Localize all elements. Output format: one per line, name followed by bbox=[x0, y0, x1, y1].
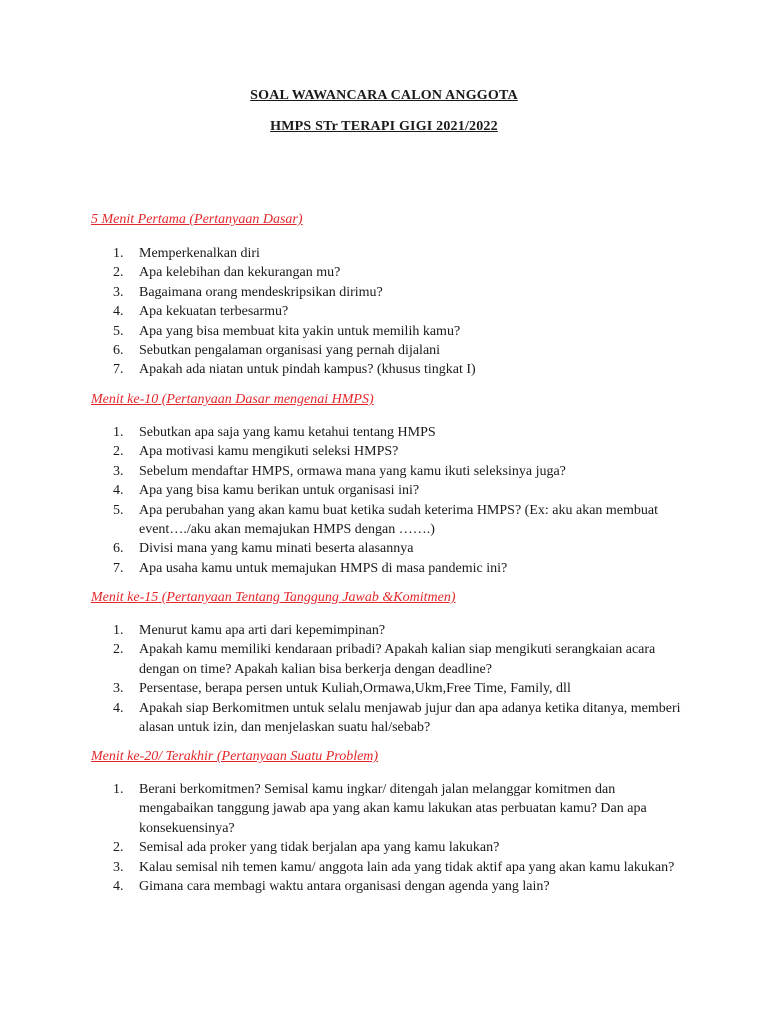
question-text: Apa motivasi kamu mengikuti seleksi HMPS? bbox=[139, 444, 399, 460]
list-item bbox=[91, 780, 691, 838]
list-item bbox=[91, 539, 691, 558]
question-text: Berani berkomitmen? Semisal kamu ingkar/ ditengah jalan melanggar komitmen dan mengabaikan tanggung jawab apa yang akan kamu lakukan atas perbuatan kamu? Dan apa konsekuensinya? bbox=[139, 782, 647, 836]
list-item bbox=[91, 699, 691, 738]
list-item bbox=[91, 481, 691, 500]
question-text: Divisi mana yang kamu minati beserta alasannya bbox=[139, 541, 414, 557]
list-item bbox=[91, 263, 691, 282]
list-item bbox=[91, 679, 691, 698]
question-text: Kalau semisal nih temen kamu/ anggota lain ada yang tidak aktif apa yang akan kamu lakukan? bbox=[139, 859, 675, 875]
list-number: 4. bbox=[113, 879, 124, 895]
question-text: Apa usaha kamu untuk memajukan HMPS di masa pandemic ini? bbox=[139, 560, 508, 576]
question-list bbox=[91, 244, 691, 380]
list-number: 6. bbox=[113, 343, 124, 359]
section-heading: 5 Menit Pertama (Pertanyaan Dasar) bbox=[91, 212, 303, 227]
list-item bbox=[91, 640, 691, 679]
document-subtitle: HMPS STr TERAPI GIGI 2021/2022 bbox=[270, 119, 498, 134]
question-text: Apakah kamu memiliki kendaraan pribadi? Apakah kalian siap mengikuti serangkaian acara dengan on time? Apakah kalian bisa berkerja dengan deadline? bbox=[139, 642, 656, 677]
list-number: 1. bbox=[113, 782, 124, 797]
list-number: 3. bbox=[113, 859, 124, 875]
list-number: 1. bbox=[113, 425, 124, 440]
list-number: 2. bbox=[113, 444, 124, 460]
question-text: Sebelum mendaftar HMPS, ormawa mana yang kamu ikuti seleksinya juga? bbox=[139, 463, 566, 479]
list-item bbox=[91, 360, 691, 379]
list-item bbox=[91, 283, 691, 302]
question-text: Apa perubahan yang akan kamu buat ketika sudah keterima HMPS? (Ex: aku akan membuat event…./aku akan memajukan HMPS dengan …….) bbox=[139, 502, 659, 538]
question-text: Semisal ada proker yang tidak berjalan apa yang kamu lakukan? bbox=[139, 840, 500, 856]
list-number: 2. bbox=[113, 840, 124, 856]
question-text: Apa yang bisa membuat kita yakin untuk memilih kamu? bbox=[139, 323, 461, 339]
list-item bbox=[91, 442, 691, 461]
list-item bbox=[91, 501, 691, 540]
question-text: Sebutkan pengalaman organisasi yang pernah dijalani bbox=[139, 343, 441, 359]
list-number: 2. bbox=[113, 642, 124, 658]
list-item bbox=[91, 858, 691, 877]
question-text: Gimana cara membagi waktu antara organisasi dengan agenda yang lain? bbox=[139, 879, 550, 895]
question-text: Menurut kamu apa arti dari kepemimpinan? bbox=[139, 623, 386, 638]
list-number: 3. bbox=[113, 284, 124, 300]
section-heading: Menit ke-10 (Pertanyaan Dasar mengenai HMPS) bbox=[91, 392, 374, 407]
list-item bbox=[91, 244, 691, 263]
list-item bbox=[91, 838, 691, 857]
list-item bbox=[91, 341, 691, 360]
list-number: 3. bbox=[113, 681, 124, 697]
question-text: Persentase, berapa persen untuk Kuliah,Ormawa,Ukm,Free Time, Family, dll bbox=[139, 681, 571, 697]
section-heading: Menit ke-15 (Pertanyaan Tentang Tanggung Jawab &Komitmen) bbox=[91, 590, 456, 605]
question-text: Memperkenalkan diri bbox=[139, 246, 260, 261]
list-number: 5. bbox=[113, 323, 124, 339]
list-item bbox=[91, 877, 691, 896]
list-number: 4. bbox=[113, 700, 124, 716]
list-number: 7. bbox=[113, 362, 124, 378]
section-heading: Menit ke-20/ Terakhir (Pertanyaan Suatu Problem) bbox=[91, 749, 379, 764]
list-number: 3. bbox=[113, 463, 124, 479]
list-item bbox=[91, 621, 691, 640]
list-number: 4. bbox=[113, 304, 124, 320]
question-text: Apa kelebihan dan kekurangan mu? bbox=[139, 265, 341, 281]
list-number: 4. bbox=[113, 483, 124, 499]
list-number: 6. bbox=[113, 541, 124, 557]
question-list bbox=[91, 423, 691, 578]
question-text: Apakah siap Berkomitmen untuk selalu menjawab jujur dan apa adanya ketika ditanya, memberi alasan untuk izin, dan menjelaskan suatu hal/sebab? bbox=[139, 700, 681, 736]
list-number: 7. bbox=[113, 560, 124, 576]
list-number: 5. bbox=[113, 502, 124, 518]
question-text: Apa kekuatan terbesarmu? bbox=[139, 304, 289, 320]
list-number: 1. bbox=[113, 246, 124, 261]
list-item bbox=[91, 423, 691, 442]
question-text: Apa yang bisa kamu berikan untuk organisasi ini? bbox=[139, 483, 420, 499]
question-list bbox=[91, 780, 691, 896]
list-number: 1. bbox=[113, 623, 124, 638]
list-number: 2. bbox=[113, 265, 124, 281]
list-item bbox=[91, 302, 691, 321]
question-text: Apakah ada niatan untuk pindah kampus? (khusus tingkat I) bbox=[139, 362, 476, 378]
document-title: SOAL WAWANCARA CALON ANGGOTA bbox=[250, 88, 518, 103]
question-text: Sebutkan apa saja yang kamu ketahui tentang HMPS bbox=[139, 425, 436, 440]
list-item bbox=[91, 559, 691, 578]
question-text: Bagaimana orang mendeskripsikan dirimu? bbox=[139, 284, 383, 300]
question-list bbox=[91, 621, 691, 737]
list-item bbox=[91, 322, 691, 341]
list-item bbox=[91, 462, 691, 481]
